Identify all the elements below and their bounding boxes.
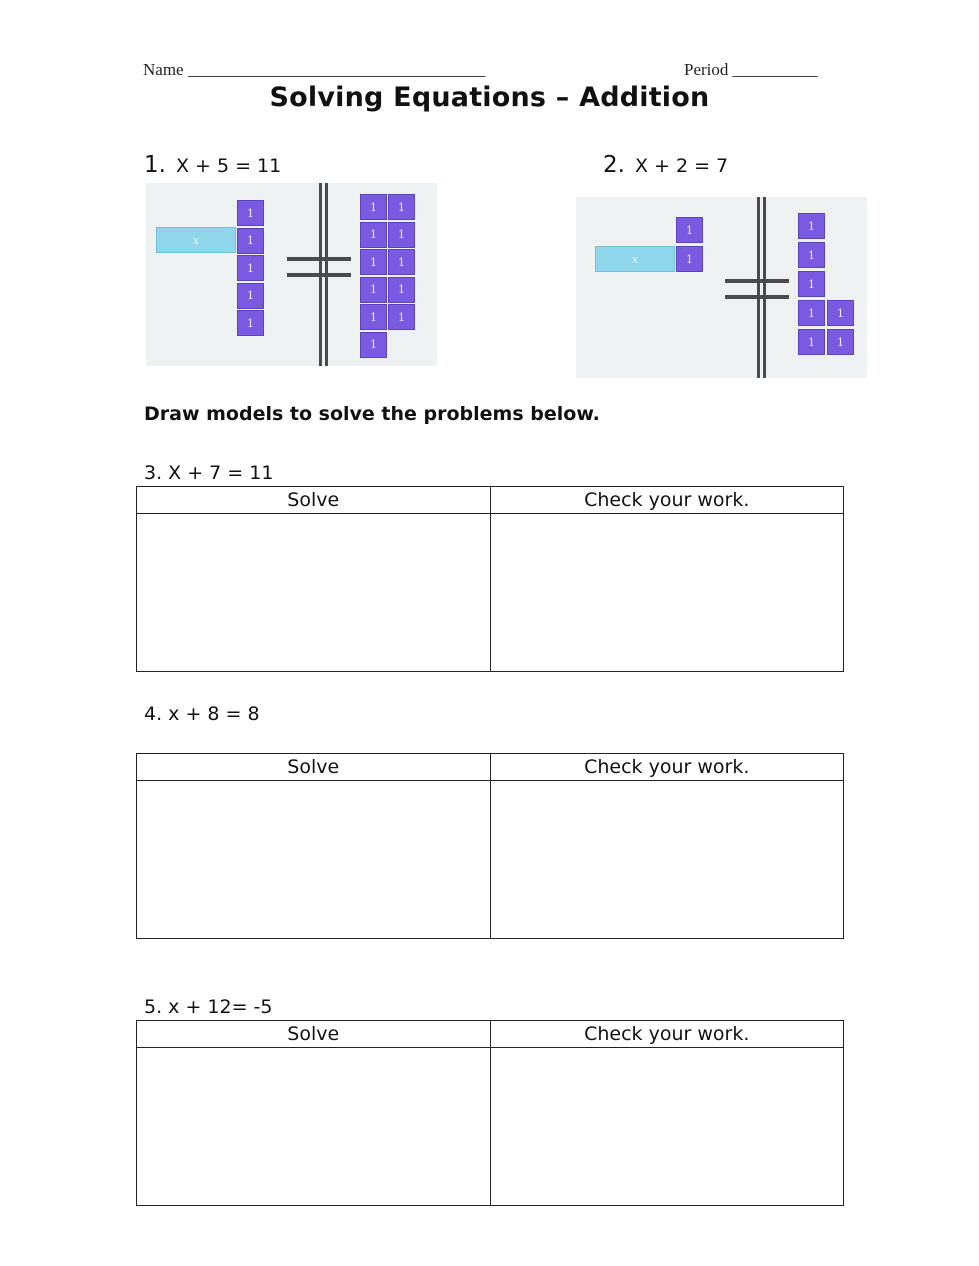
solve-header: Solve bbox=[137, 487, 491, 514]
unit-tile: 1 bbox=[798, 242, 825, 268]
unit-tile: 1 bbox=[798, 329, 825, 355]
check-header: Check your work. bbox=[490, 1021, 844, 1048]
equals-sign-bar bbox=[725, 279, 789, 283]
problem-3-label: 3. X + 7 = 11 bbox=[144, 462, 274, 484]
unit-tile: 1 bbox=[388, 222, 415, 248]
solve-header: Solve bbox=[137, 1021, 491, 1048]
instructions: Draw models to solve the problems below. bbox=[144, 403, 600, 425]
unit-tile: 1 bbox=[798, 271, 825, 297]
problem-2-equation: X + 2 = 7 bbox=[634, 155, 729, 177]
check-area[interactable] bbox=[490, 1048, 844, 1206]
problem-1-label bbox=[144, 152, 281, 178]
page-title: Solving Equations – Addition bbox=[269, 82, 710, 113]
unit-tile: 1 bbox=[388, 194, 415, 220]
equal-bar-vertical bbox=[763, 197, 766, 378]
check-header: Check your work. bbox=[490, 754, 844, 781]
problem-2-number: 2. bbox=[603, 152, 625, 178]
unit-tile: 1 bbox=[798, 213, 825, 239]
problem-3-work-table bbox=[136, 486, 844, 672]
problem-2-label bbox=[603, 152, 728, 178]
unit-tile: 1 bbox=[360, 222, 387, 248]
unit-tile: 1 bbox=[827, 300, 854, 326]
period-field: Period __________ bbox=[684, 60, 818, 79]
problem-1-algebra-tile-model bbox=[146, 183, 437, 366]
problem-1-number: 1. bbox=[144, 152, 166, 178]
unit-tile: 1 bbox=[360, 304, 387, 330]
unit-tile: 1 bbox=[676, 217, 703, 243]
solve-area[interactable] bbox=[137, 514, 491, 672]
unit-tile: 1 bbox=[360, 332, 387, 358]
equal-bar-vertical bbox=[757, 197, 760, 378]
problem-1-equation: X + 5 = 11 bbox=[175, 155, 282, 177]
unit-tile: 1 bbox=[237, 228, 264, 254]
equals-sign-bar bbox=[725, 295, 789, 299]
unit-tile: 1 bbox=[237, 255, 264, 281]
solve-header: Solve bbox=[137, 754, 491, 781]
unit-tile: 1 bbox=[827, 329, 854, 355]
unit-tile: 1 bbox=[237, 310, 264, 336]
unit-tile: 1 bbox=[237, 200, 264, 226]
problem-4-work-table bbox=[136, 753, 844, 939]
problem-5-work-table bbox=[136, 1020, 844, 1206]
problem-2-algebra-tile-model bbox=[576, 197, 867, 378]
equals-sign-bar bbox=[287, 273, 351, 277]
problem-4-label: 4. x + 8 = 8 bbox=[144, 703, 260, 725]
solve-area[interactable] bbox=[137, 781, 491, 939]
check-header: Check your work. bbox=[490, 487, 844, 514]
equals-sign-bar bbox=[287, 257, 351, 261]
unit-tile: 1 bbox=[676, 246, 703, 272]
unit-tile: 1 bbox=[388, 249, 415, 275]
name-field: Name ___________________________________ bbox=[143, 60, 486, 79]
x-tile: x bbox=[156, 227, 236, 253]
check-area[interactable] bbox=[490, 781, 844, 939]
unit-tile: 1 bbox=[388, 304, 415, 330]
problem-5-label: 5. x + 12= -5 bbox=[144, 996, 273, 1018]
check-area[interactable] bbox=[490, 514, 844, 672]
unit-tile: 1 bbox=[798, 300, 825, 326]
unit-tile: 1 bbox=[360, 249, 387, 275]
unit-tile: 1 bbox=[388, 277, 415, 303]
unit-tile: 1 bbox=[360, 277, 387, 303]
solve-area[interactable] bbox=[137, 1048, 491, 1206]
unit-tile: 1 bbox=[360, 194, 387, 220]
unit-tile: 1 bbox=[237, 283, 264, 309]
x-tile: x bbox=[595, 246, 675, 272]
